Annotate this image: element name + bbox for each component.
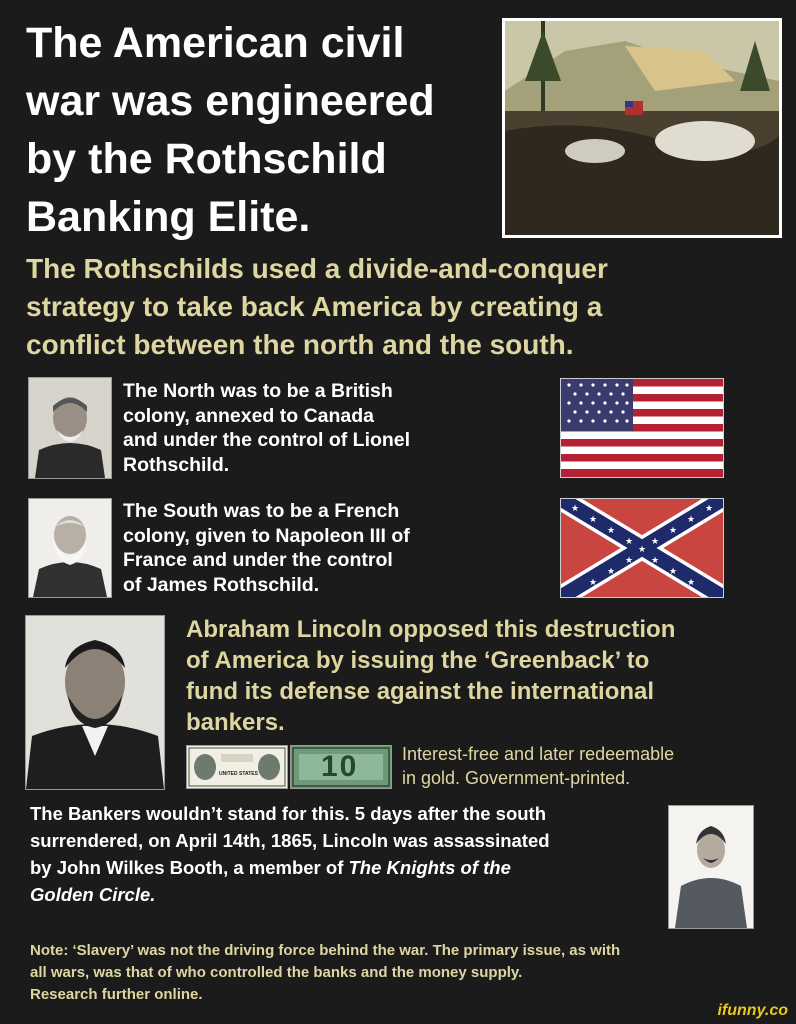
- south-line: France and under the control: [123, 549, 393, 571]
- bill-caption: 10: [321, 750, 359, 783]
- portrait-image: [26, 616, 164, 789]
- battle-painting: [502, 18, 782, 238]
- headline: [26, 14, 496, 246]
- greenback-bill-front: [186, 745, 288, 789]
- bankers-line: surrendered, on April 14th, 1865, Lincoln was assassinated: [30, 830, 550, 851]
- knights-name-italic: Golden Circle.: [30, 884, 156, 905]
- lincoln-description: [186, 614, 675, 738]
- headline-line: The American civil: [26, 19, 405, 67]
- headline-line: by the Rothschild: [26, 135, 387, 183]
- ifunny-watermark: ifunny.co: [717, 1002, 788, 1019]
- portrait-image: [29, 378, 111, 478]
- bankers-line-text: by John Wilkes Booth, a member of: [30, 857, 344, 878]
- confederate-flag-icon: [561, 499, 723, 597]
- bankers-line: [30, 881, 550, 908]
- lionel-portrait: [28, 377, 112, 479]
- bankers-line: [30, 854, 550, 881]
- us-flag-icon: [561, 379, 723, 477]
- headline-line: war was engineered: [26, 77, 435, 125]
- lincoln-line: of America by issuing the ‘Greenback’ to: [186, 647, 650, 674]
- greenback-description: [402, 742, 674, 790]
- lincoln-line: Abraham Lincoln opposed this destruction: [186, 616, 676, 643]
- south-line: The South was to be a French: [123, 500, 400, 522]
- bankers-line: The Bankers wouldn’t stand for this. 5 days after the south: [30, 803, 547, 824]
- svg-text:★: ★: [686, 578, 696, 588]
- footnote-line: Research further online.: [30, 986, 203, 1003]
- lincoln-line: fund its defense against the international: [186, 678, 655, 705]
- greenback-line: in gold. Government-printed.: [402, 768, 631, 788]
- svg-text:★: ★: [637, 545, 647, 555]
- north-line: The North was to be a British: [123, 380, 393, 402]
- svg-text:★: ★: [570, 504, 580, 514]
- footnote-line: all wars, was that of who controlled the banks and the money supply.: [30, 964, 523, 981]
- confederate-flag: [560, 498, 724, 598]
- svg-text:★: ★: [624, 537, 634, 547]
- svg-text:★: ★: [668, 567, 678, 577]
- subtitle: [26, 250, 786, 364]
- svg-text:★: ★: [650, 556, 660, 566]
- svg-text:★: ★: [606, 567, 616, 577]
- banknote-image: [187, 746, 287, 788]
- greenback-line: Interest-free and later redeemable: [402, 744, 675, 764]
- bill-caption: UNITED STATES: [219, 771, 258, 777]
- lincoln-line: bankers.: [186, 709, 285, 736]
- battle-painting-image: [505, 21, 779, 235]
- south-line: colony, given to Napoleon III of: [123, 524, 410, 547]
- knights-name-italic: The Knights of the: [348, 857, 511, 878]
- lincoln-portrait: [25, 615, 165, 790]
- footnote: [30, 940, 770, 1006]
- svg-text:★: ★: [686, 515, 696, 525]
- svg-text:★: ★: [650, 537, 660, 547]
- subtitle-line: The Rothschilds used a divide-and-conquer: [26, 253, 608, 284]
- svg-text:★: ★: [704, 504, 714, 514]
- svg-text:★: ★: [588, 515, 598, 525]
- svg-text:★: ★: [624, 556, 634, 566]
- james-portrait: [28, 498, 112, 598]
- north-line: Rothschild.: [123, 453, 230, 476]
- headline-line: Banking Elite.: [26, 193, 311, 241]
- south-line: of James Rothschild.: [123, 573, 320, 596]
- greenback-bill-back: [290, 745, 392, 789]
- booth-portrait: [668, 805, 754, 929]
- svg-text:★: ★: [606, 526, 616, 536]
- union-flag: [560, 378, 724, 478]
- north-description: [123, 379, 410, 477]
- bankers-paragraph: [30, 800, 550, 908]
- portrait-image: [669, 806, 753, 928]
- footnote-line: Note: ‘Slavery’ was not the driving force behind the war. The primary issue, as with: [30, 942, 621, 959]
- subtitle-line: strategy to take back America by creating a: [26, 291, 603, 322]
- subtitle-line: conflict between the north and the south.: [26, 329, 574, 360]
- svg-text:★: ★: [668, 526, 678, 536]
- portrait-image: [29, 499, 111, 597]
- north-line: and under the control of Lionel: [123, 429, 411, 451]
- svg-text:★: ★: [588, 578, 598, 588]
- south-description: [123, 499, 410, 597]
- north-line: colony, annexed to Canada: [123, 404, 375, 427]
